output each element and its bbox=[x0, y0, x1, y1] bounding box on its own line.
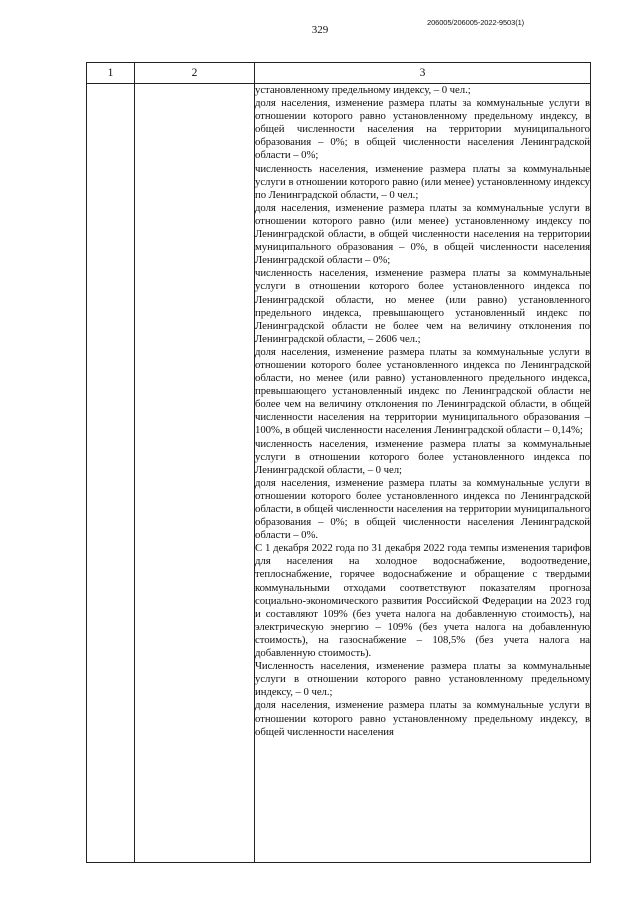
paragraph: доля населения, изменение размера платы за коммунальные услуги в отношении которого равно установленному предельному индексу, в общей численности населения на территории муниципального образования – 0%; в общей численности населения Ленинградской области – 0%; bbox=[255, 97, 590, 162]
paragraph: численность населения, изменение размера платы за коммунальные услуги в отношении которого равно (или менее) установленному индексу по Ленинградской области, – 0 чел.; bbox=[255, 162, 590, 201]
paragraph: С 1 декабря 2022 года по 31 декабря 2022 года темпы изменения тарифов для населения на холодное водоснабжение, водоотведение, теплоснабжение, горячее водоснабжение и обращение с твердыми коммунальными отходами соответствуют показателям прогноза социально-экономического развития Российской Федерации на 2023 год и составляют 109% (без учета налога на добавленную стоимость), на электрическую энергию – 109% (без учета налога на добавленную стоимость), на газоснабжение – 108,5% (без учета налога на добавленную стоимость). bbox=[255, 542, 590, 660]
paragraph: доля населения, изменение размера платы за коммунальные услуги в отношении которого равно (или менее) установленному индексу по Ленинградской области, в общей численности населения на территории муниципального образования – 0%, в общей численности населения Ленинградской области – 0%; bbox=[255, 201, 590, 267]
paragraph: доля населения, изменение размера платы за коммунальные услуги в отношении которого равно установленному предельному индексу, в общей численности населения bbox=[255, 699, 590, 738]
column-header-2: 2 bbox=[135, 63, 255, 84]
paragraph: Численность населения, изменение размера платы за коммунальные услуги в отношении которого равно установленному предельному индексу, – 0 чел.; bbox=[255, 660, 590, 699]
cell-column-3 bbox=[255, 84, 591, 863]
paragraph: доля населения, изменение размера платы за коммунальные услуги в отношении которого более установленного индекса по Ленинградской области, в общей численности населения на территории муниципального образования – 0%; в общей численности населения Ленинградской области – 0%. bbox=[255, 476, 590, 542]
paragraph: численность населения, изменение размера платы за коммунальные услуги в отношении которого более установленного индекса по Ленинградской области, но менее (или равно) установленного предельного индекса, превышающего установленный индекс по Ленинградской области не более чем на величину отклонения по Ленинградской области, – 2606 чел.; bbox=[255, 267, 590, 345]
column-header-3: 3 bbox=[255, 63, 591, 84]
column-header-1: 1 bbox=[87, 63, 135, 84]
cell-column-2 bbox=[135, 84, 255, 863]
paragraph: доля населения, изменение размера платы за коммунальные услуги в отношении которого более установленного индекса по Ленинградской области, но менее (или равно) установленного предельного индекса, превышающего установленный индекс по Ленинградской области не более чем на величину отклонения по Ленинградской области, в общей численности населения на территории муниципального образования – 100%, в общей численности населения Ленинградской области – 0,14%; bbox=[255, 345, 590, 437]
table-row bbox=[87, 84, 591, 863]
table-header-row bbox=[87, 63, 591, 84]
paragraph: численность населения, изменение размера платы за коммунальные услуги в отношении которого более установленного индекса по Ленинградской области, – 0 чел; bbox=[255, 437, 590, 476]
cell-column-1 bbox=[87, 84, 135, 863]
page-number: 329 bbox=[311, 24, 329, 36]
paragraph: установленному предельному индексу, – 0 чел.; bbox=[255, 84, 471, 96]
document-code: 206005/206005-2022-9503(1) bbox=[427, 18, 525, 27]
document-table bbox=[86, 62, 591, 863]
